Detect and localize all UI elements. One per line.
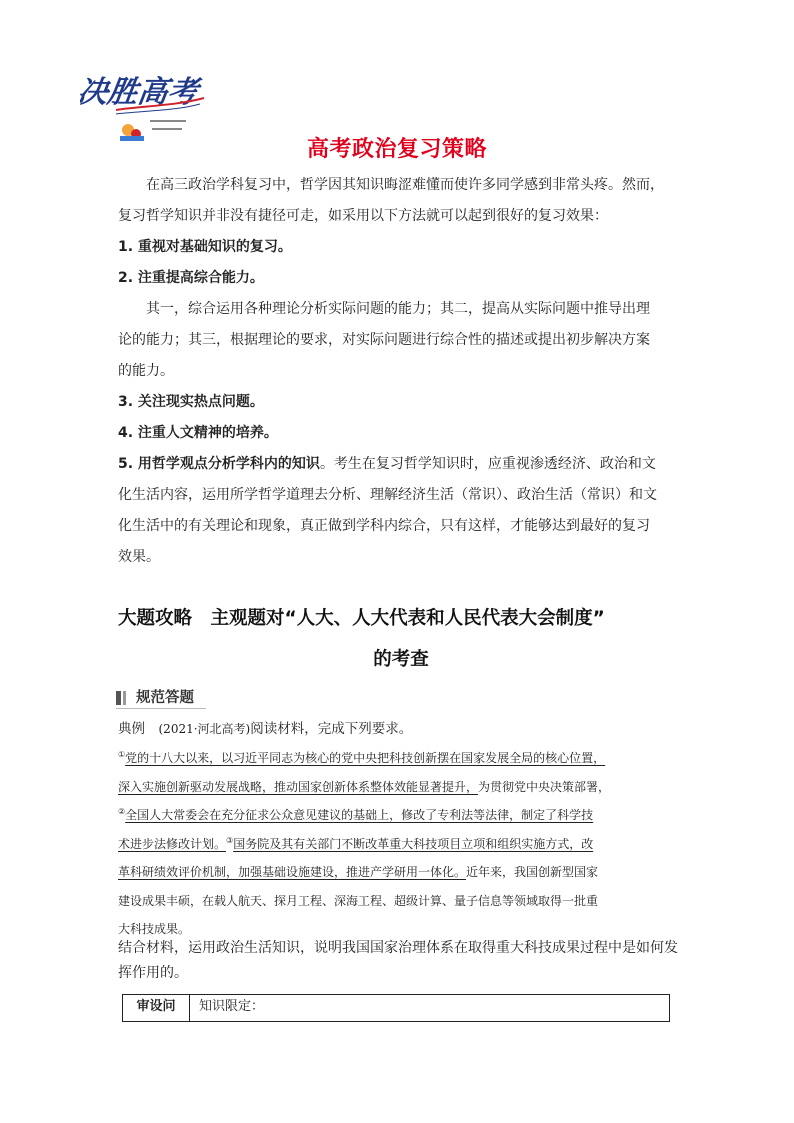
- question: [118, 936, 678, 986]
- material-line-5: [118, 858, 684, 887]
- section-heading: [118, 598, 684, 680]
- section-heading-line-2: 的考查: [373, 649, 429, 670]
- section-heading-line-1: 大题攻略 主观题对“人大、人大代表和人民代表大会制度”: [118, 608, 605, 629]
- table-cell: 知识限定：: [199, 999, 265, 1014]
- example-intro: [118, 718, 678, 740]
- point-2: 2. 注重提高综合能力。: [118, 270, 264, 286]
- bar-icon-secondary: [123, 691, 126, 705]
- question-line-2: 挥作用的。: [118, 965, 188, 981]
- material-1c: 为贯彻党中央决策部署，: [478, 779, 611, 794]
- marker-3: ③: [226, 835, 234, 845]
- material-1b: 深入实施创新驱动发展战略，推动国家创新体系整体效能显著提升，: [118, 779, 479, 794]
- marker-2: ②: [118, 807, 126, 816]
- example-instruction: 阅读材料，完成下列要求。: [250, 721, 413, 737]
- intro-line-2: 复习哲学知识并非没有捷径可走，如采用以下方法就可以起到很好的复习效果：: [118, 208, 608, 224]
- intro-line-1: 在高三政治学科复习中，哲学因其知识晦涩难懂而使许多同学感到非常头疼。然而，: [146, 177, 664, 193]
- material-line-6: 建设成果丰硕，在载人航天、探月工程、深海工程、超级计算、量子信息等领域取得一批重: [118, 893, 599, 908]
- page-title: 高考政治复习策略: [306, 137, 487, 162]
- point-5-body-2: 化生活中的有关理论和现象，真正做到学科内综合，只有这样，才能够达到最好的复习: [118, 518, 650, 534]
- material-line-4: [118, 830, 684, 859]
- material-3b: 革科研绩效评价机制，加强基础设施建设，推进产学研用一体化。: [118, 865, 467, 879]
- bar-icon: [116, 691, 121, 705]
- point-1: 1. 重视对基础知识的复习。: [118, 239, 292, 255]
- point-5-body-3: 效果。: [118, 549, 160, 565]
- material-line-3: [118, 801, 684, 830]
- example-label: 典例: [118, 721, 159, 737]
- point-5-first: 。考生在复习哲学知识时，应重视渗透经济、政治和文: [319, 456, 656, 472]
- example-source: (2021·河北高考): [158, 722, 251, 736]
- material-3c: 近年来，我国创新型国家: [466, 865, 599, 879]
- material-passage: [118, 744, 684, 944]
- divider: [116, 708, 206, 709]
- point-5-heading: 5. 用哲学观点分析学科内的知识: [118, 456, 320, 472]
- marker-1: ①: [118, 750, 126, 759]
- answer-table: [122, 994, 670, 1022]
- intro-section: [118, 170, 678, 573]
- subsection-label: [116, 688, 316, 710]
- point-2-body-3: 的能力。: [118, 363, 174, 379]
- table-header-cell: 审设问: [123, 995, 190, 1021]
- material-line-7: 大科技成果。: [118, 922, 191, 936]
- material-1a: 党的十八大以来，以习近平同志为核心的党中央把科技创新摆在国家发展全局的核心位置，: [125, 751, 606, 765]
- point-3: 3. 关注现实热点问题。: [118, 394, 264, 410]
- point-2-body-1: 其一，综合运用各种理论分析实际问题的能力；其二，提高从实际问题中推导出理: [146, 301, 650, 317]
- material-2a: 全国人大常委会在充分征求公众意见建议的基础上，修改了专利法等法律，制定了科学技: [125, 808, 594, 822]
- material-line-1: [118, 744, 684, 773]
- point-5: [118, 449, 678, 480]
- subsection-title: 规范答题: [136, 690, 194, 706]
- question-line-1: 结合材料，运用政治生活知识，说明我国国家治理体系在取得重大科技成果过程中是如何发: [118, 940, 678, 956]
- material-line-2: [118, 773, 684, 802]
- point-2-body-2: 论的能力；其三，根据理论的要求，对实际问题进行综合性的描述或提出初步解决方案: [118, 332, 650, 348]
- logo-text: 决胜高考: [80, 75, 201, 110]
- material-2b: 术进步法修改计划。: [118, 836, 227, 851]
- point-5-body-1: 化生活内容，运用所学哲学道理去分析、理解经济生活（常识）、政治生活（常识）和文: [118, 487, 657, 503]
- material-3a: 国务院及其有关部门不断改革重大科技项目立项和组织实施方式，改: [233, 836, 594, 851]
- point-4: 4. 注重人文精神的培养。: [118, 425, 278, 441]
